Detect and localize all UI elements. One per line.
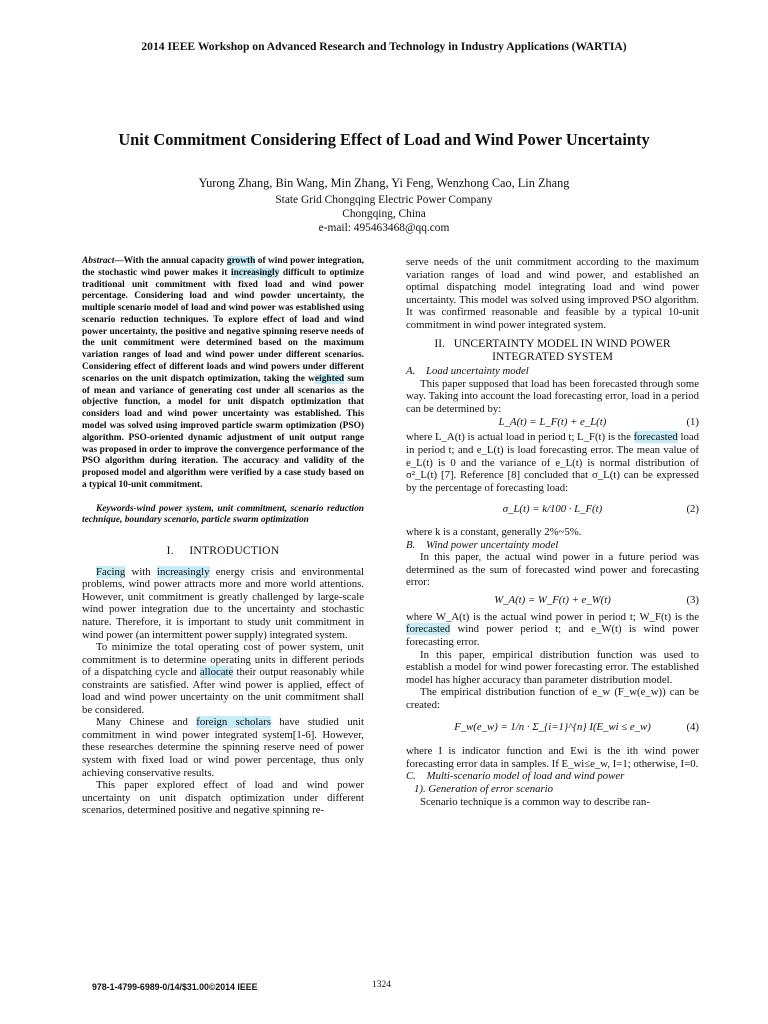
right-column: [406, 256, 699, 808]
body-text: with: [125, 565, 157, 578]
highlight[interactable]: Facing: [96, 565, 126, 578]
equation-expression: F_w(e_w) = 1/n · Σ_{i=1}^{n} I(E_wi ≤ e_w): [454, 721, 651, 734]
highlight[interactable]: allocate: [199, 666, 234, 679]
body-paragraph: [406, 611, 699, 649]
highlight[interactable]: forecasted: [406, 623, 451, 636]
keywords: Keywords-wind power system, unit commitment, scenario reduction technique, boundary scenario, particle swarm optimization: [82, 503, 364, 526]
body-paragraph: The empirical distribution function of e_w (F_w(e_w)) can be created:: [406, 686, 699, 711]
abstract: [82, 256, 364, 492]
subsection-heading: C. Multi-scenario model of load and wind power: [406, 770, 625, 783]
intro-paragraph: [82, 566, 364, 641]
equation-number: (3): [686, 593, 699, 606]
subsection-heading: B. Wind power uncertainty model: [406, 538, 559, 551]
affiliation-organization: State Grid Chongqing Electric Power Company: [275, 194, 493, 206]
body-paragraph: This paper supposed that load has been forecasted through some way. Taking into account the load forecasting error, load in a period can be determined by:: [406, 377, 699, 415]
body-paragraph: Scenario technique is a common way to describe ran-: [420, 795, 650, 808]
abstract-text: sum of mean and variance of generating cost under all scenarios as the objective function, a model for unit dispatch optimization that considers load and wind power uncertainty was established. This model was solved using improved particle swarm optimization (PSO) algorithm. PSO-oriented dynamic adjustment of unit output range was proposed in order to improve the convergence performance of the PSO algorithm during iteration. The accuracy and validity of the proposed model and algorithm were verified by a case study based on a typical 10-unit commitment.: [82, 373, 364, 490]
body-text: their output reasonably while constraints are satisfied. After wind power is applied, effect of load and wind power uncertainty on the unit commitment shall be considered.: [82, 666, 364, 716]
highlight[interactable]: increasingly: [230, 267, 280, 278]
equation: [406, 712, 699, 744]
equation: [406, 416, 699, 430]
body-text: Many Chinese and: [96, 716, 197, 729]
highlight[interactable]: foreign scholars: [196, 716, 271, 729]
left-column: [82, 256, 364, 817]
body-paragraph: In this paper, the actual wind power in a future period was determined as the sum of forecasted wind power and forecasting error:: [406, 551, 699, 589]
intro-paragraph: [82, 641, 364, 716]
equation-expression: σ_L(t) = k/100 · L_F(t): [502, 503, 603, 516]
page-number: 1324: [372, 980, 391, 990]
abstract-text: difficult to optimize traditional unit commitment with fixed load and wind power percentage. Considering load and wind powder uncertainty, the multiple scenario model of load and wind power was established using scenario reduction techniques. To explore effect of load and wind power uncertainty, the positive and negative spinning reserve needs of the unit commitment were determined based on the maximum variation ranges of load and wind power under different scenarios. Considering effect of different loads and wind powers under different scenarios on the unit dispatch optimization, taking the w: [82, 267, 364, 384]
body-paragraph: In this paper, empirical distribution function was used to establish a model for wind power forecasting error. The established model has higher accuracy than parameter distribution model.: [406, 648, 699, 686]
body-text: energy crisis and environmental problems, wind power attracts more and more world attentions. However, unit commitment is greatly challenged by large-scale wind power integration due to the uncertainty and stochastic nature. Therefore, it is important to study unit commitment in wind power (an intermittent power supply) integrated system.: [82, 565, 364, 641]
author-list: Yurong Zhang, Bin Wang, Min Zhang, Yi Feng, Wenzhong Cao, Lin Zhang: [198, 176, 570, 190]
affiliation-city: Chongqing, China: [342, 208, 426, 220]
equation-number: (1): [686, 416, 699, 429]
body-paragraph: where k is a constant, generally 2%~5%.: [406, 526, 582, 539]
section-heading-uncertainty-model: II. UNCERTAINTY MODEL IN WIND POWER INTEGRATED SYSTEM: [434, 337, 671, 364]
body-text: To minimize the total operating cost of power system, unit commitment is to determine operating units in different periods of a dispatching cycle and: [82, 641, 364, 679]
body-paragraph: serve needs of the unit commitment according to the maximum variation ranges of load and wind power, and established an optimal dispatching model integrating load and wind power uncertainty. This model was solved using improved PSO algorithm. It was confirmed reasonable and feasible by a typical 10-unit commitment in wind power integrated system.: [406, 256, 699, 331]
paper-title: Unit Commitment Considering Effect of Load and Wind Power Uncertainty: [118, 130, 650, 149]
body-text: where W_A(t) is the actual wind power in period t; W_F(t) is the: [406, 610, 699, 623]
equation: [406, 495, 699, 525]
subsubsection-heading: 1). Generation of error scenario: [414, 782, 554, 795]
abstract-text: —With the annual capacity: [114, 256, 227, 266]
equation: [406, 590, 699, 610]
body-paragraph: where I is indicator function and Ewi is the ith wind power forecasting error data in samples. If E_wi≤e_w, I=1; otherwise, I=0.: [406, 745, 699, 770]
highlight[interactable]: increasingly: [156, 565, 210, 578]
equation-expression: L_A(t) = L_F(t) + e_L(t): [498, 416, 607, 429]
conference-header: 2014 IEEE Workshop on Advanced Research and Technology in Industry Applications (WARTIA): [141, 40, 627, 53]
intro-paragraph: [82, 716, 364, 779]
subsection-heading: A. Load uncertainty model: [406, 365, 529, 378]
highlight[interactable]: forecasted: [633, 431, 678, 444]
footer-isbn: 978-1-4799-6989-0/14/$31.00©2014 IEEE: [92, 982, 258, 992]
body-paragraph: [406, 431, 699, 494]
body-text: where L_A(t) is actual load in period t; L_F(t) is the: [406, 431, 634, 444]
body-text: wind power period t; and e_W(t) is wind power forecasting error.: [406, 623, 699, 649]
intro-paragraph: This paper explored effect of load and wind power uncertainty on unit dispatch optimization under different scenarios, determined positive and negative spinning re-: [82, 779, 364, 817]
equation-number: (4): [686, 721, 699, 734]
section-heading-introduction: I. INTRODUCTION: [166, 544, 280, 558]
abstract-lead: Abstract: [82, 256, 115, 266]
equation-number: (2): [686, 503, 699, 516]
affiliation-email: e-mail: 495463468@qq.com: [318, 222, 450, 234]
highlight[interactable]: growth: [226, 256, 256, 266]
equation-expression: W_A(t) = W_F(t) + e_W(t): [494, 593, 611, 606]
body-text: load in period t; and e_L(t) is load forecasting error. The mean value of e_L(t) is 0 and the variance of e_L(t) is normal distribution of σ²_L(t) [7]. Reference [8] concluded that σ_L(t) can be expressed by the percentage of forecasting load:: [406, 431, 699, 494]
body-text: have studied unit commitment in wind power integrated system[1-6]. However, these researches determine the spinning reserve need of power system with fixed load or wind power percentage, thus only achieving conservative results.: [82, 716, 364, 779]
abstract-text: of wind power integration, the stochastic wind power makes it: [82, 256, 365, 278]
highlight[interactable]: eighted: [314, 373, 345, 384]
